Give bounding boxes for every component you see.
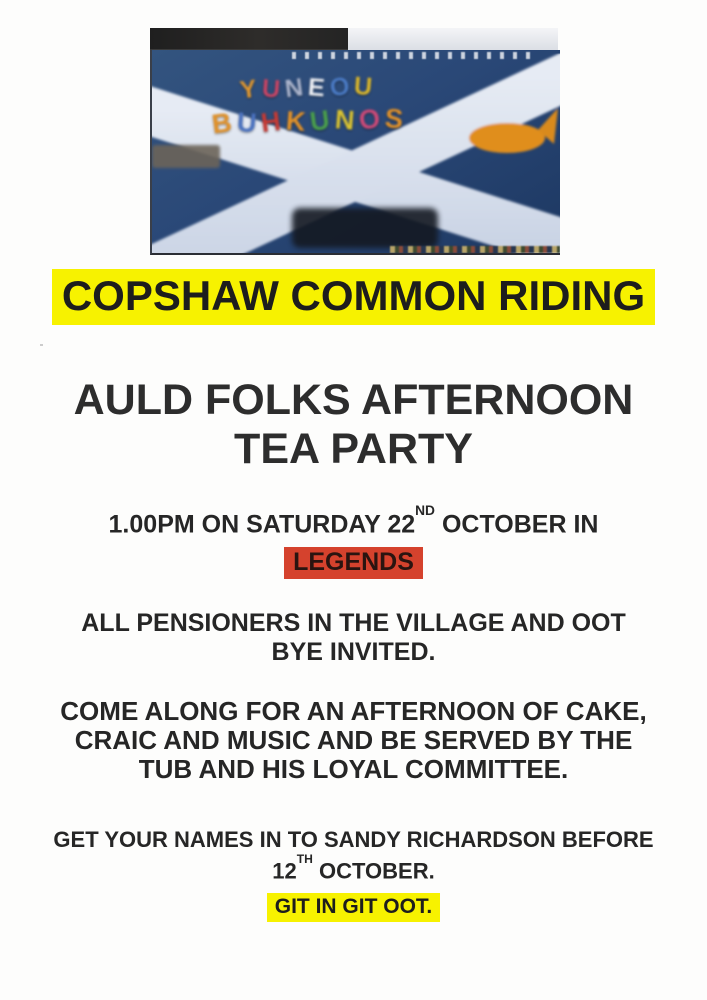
magnetic-letter: U [352, 71, 374, 102]
invited-line1: ALL PENSIONERS IN THE VILLAGE AND OOT [81, 609, 626, 637]
magnetic-letter: S [383, 103, 405, 135]
event-venue-row [0, 547, 707, 579]
hanging-clips [292, 52, 532, 59]
description-line2: CRAIC AND MUSIC AND BE SERVED BY THE [74, 725, 633, 755]
event-datetime: 1.00PM ON SATURDAY 22ND OCTOBER IN [108, 503, 599, 539]
description-line3: TUB AND HIS LOYAL COMMITTEE. [138, 754, 569, 784]
magnetic-letter: O [327, 71, 351, 103]
photo-dark-bar [150, 28, 348, 51]
invited-line2: BYE INVITED. [271, 638, 436, 666]
event-heading [0, 376, 707, 474]
magnetic-letter: K [284, 105, 307, 138]
page-title: COPSHAW COMMON RIDING [52, 269, 655, 325]
magnetic-letter: E [306, 73, 326, 103]
description-line1: COME ALONG FOR AN AFTERNOON OF CAKE, [60, 696, 647, 726]
event-when [0, 504, 707, 579]
rsvp-line2: 12TH OCTOBER. [272, 852, 435, 884]
magnetic-letter: U [260, 74, 281, 104]
dark-object [292, 208, 438, 248]
rsvp-line1: GET YOUR NAMES IN TO SANDY RICHARDSON BEFORE [53, 827, 654, 852]
event-venue: LEGENDS [284, 547, 423, 579]
footer-row [0, 893, 707, 922]
magnetic-letter: Y [238, 74, 259, 105]
footer-slogan: GIT IN GIT OOT. [267, 893, 441, 922]
magnetic-letter: B [210, 107, 234, 140]
magnetic-letter: N [282, 73, 305, 104]
rsvp-text [0, 827, 707, 884]
magnetic-letters-row1 [240, 72, 373, 104]
ordinal-th: TH [296, 852, 313, 867]
magnetic-letter: U [308, 104, 332, 137]
event-heading-line2: TEA PARTY [234, 425, 473, 473]
invited-text [0, 609, 707, 667]
event-heading-line1: AULD FOLKS AFTERNOON [73, 376, 634, 424]
photo-bottom-strip [390, 246, 560, 253]
ordinal-nd: ND [415, 503, 435, 519]
magnetic-letter: O [357, 103, 382, 136]
saltire-flag [150, 50, 560, 255]
magnetic-letter: N [333, 104, 356, 136]
magnetic-letters-row2 [212, 104, 404, 140]
flag-photo [150, 28, 558, 253]
magnetic-letter: U [235, 106, 258, 139]
title-row [0, 269, 707, 325]
gray-object [152, 145, 220, 168]
goldfish-icon [469, 123, 545, 153]
scan-speck [40, 344, 43, 346]
magnetic-letter: H [259, 105, 283, 139]
description-text [0, 697, 707, 784]
